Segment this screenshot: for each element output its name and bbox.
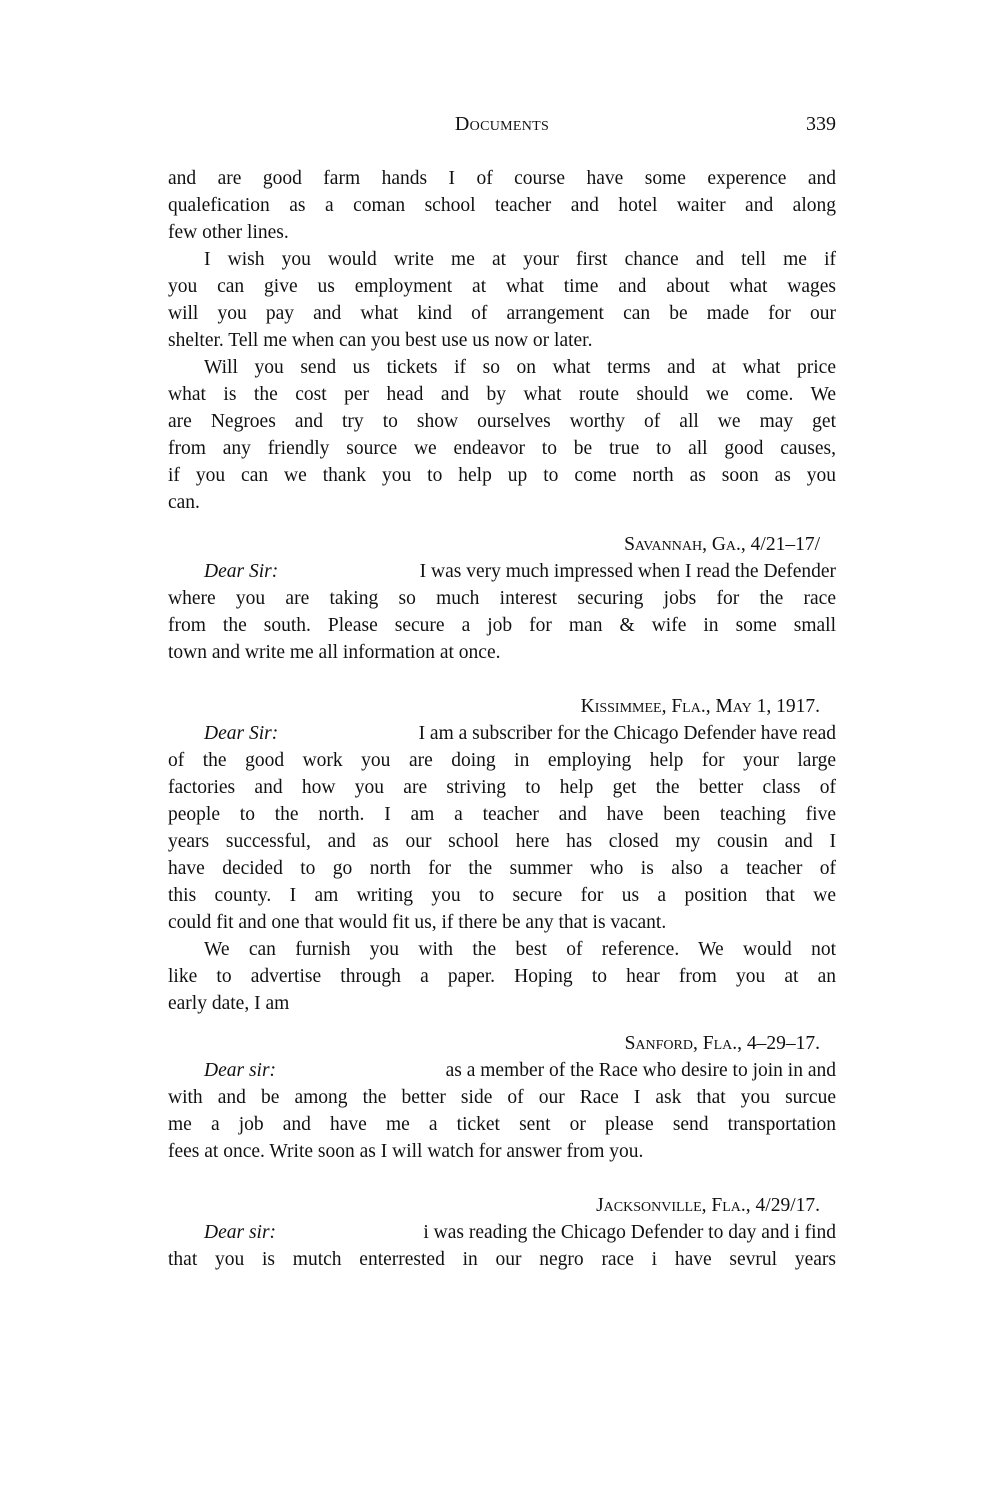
running-head: [168, 113, 836, 141]
text-line: few other lines.: [168, 222, 289, 243]
text-line: factories and how you are striving to help get the better class of: [168, 777, 836, 798]
letter-place-date: Jacksonville, Fla., 4/29/17.: [596, 1195, 820, 1216]
letter-first-line: [168, 1057, 836, 1084]
text-line: you can give us employment at what time and about what wages: [168, 276, 836, 297]
text-line: me a job and have me a ticket sent or please send transportation: [168, 1114, 836, 1135]
text-line: I was very much impressed when I read the Defender: [419, 561, 836, 582]
letter-place-date: Savannah, Ga., 4/21–17/: [624, 534, 820, 555]
text-line: that you is mutch enterrested in our negro race i have sevrul years: [168, 1249, 836, 1270]
text-line: qualefication as a coman school teacher and hotel waiter and along: [168, 195, 836, 216]
text-line: have decided to go north for the summer who is also a teacher of: [168, 858, 836, 879]
page-number: 339: [806, 113, 836, 135]
text-line: early date, I am: [168, 993, 290, 1014]
running-title: Documents: [454, 113, 550, 135]
page-body: [168, 165, 836, 1273]
letter-first-line: [168, 558, 836, 585]
text-line: and are good farm hands I of course have some experence and: [168, 168, 836, 189]
text-line: as a member of the Race who desire to join in and: [445, 1060, 836, 1081]
text-line: people to the north. I am a teacher and have been teaching five: [168, 804, 836, 825]
text-line: i was reading the Chicago Defender to day and i find: [423, 1222, 836, 1243]
text-line: fees at once. Write soon as I will watch for answer from you.: [168, 1141, 644, 1162]
text-line: I wish you would write me at your first chance and tell me if: [204, 249, 836, 270]
text-line: this county. I am writing you to secure for us a position that we: [168, 885, 836, 906]
text-line: can.: [168, 492, 200, 513]
text-line: are Negroes and try to show ourselves worthy of all we may get: [168, 411, 836, 432]
letter-first-line: [168, 720, 836, 747]
text-line: of the good work you are doing in employing help for your large: [168, 750, 836, 771]
text-line: will you pay and what kind of arrangement can be made for our: [168, 303, 836, 324]
letter-first-line: [168, 1219, 836, 1246]
text-line: where you are taking so much interest securing jobs for the race: [168, 588, 836, 609]
text-line: from the south. Please secure a job for man & wife in some small: [168, 615, 836, 636]
text-line: from any friendly source we endeavor to be true to all good causes,: [168, 438, 836, 459]
letter-place-date: Kissimmee, Fla., May 1, 1917.: [580, 696, 820, 717]
text-line: years successful, and as our school here has closed my cousin and I: [168, 831, 836, 852]
text-line: could fit and one that would fit us, if there be any that is vacant.: [168, 912, 667, 933]
text-line: I am a subscriber for the Chicago Defender have read: [418, 723, 836, 744]
text-line: like to advertise through a paper. Hoping to hear from you at an: [168, 966, 836, 987]
salutation: Dear Sir:: [204, 723, 279, 744]
text-line: with and be among the better side of our Race I ask that you surcue: [168, 1087, 836, 1108]
text-line: town and write me all information at once.: [168, 642, 501, 663]
text-line: if you can we thank you to help up to come north as soon as you: [168, 465, 836, 486]
text-line: Will you send us tickets if so on what terms and at what price: [204, 357, 836, 378]
salutation: Dear sir:: [204, 1222, 277, 1243]
salutation: Dear Sir:: [204, 561, 279, 582]
text-line: shelter. Tell me when can you best use us now or later.: [168, 330, 593, 351]
text-line: We can furnish you with the best of reference. We would not: [204, 939, 836, 960]
text-line: what is the cost per head and by what route should we come. We: [168, 384, 836, 405]
letter-place-date: Sanford, Fla., 4–29–17.: [624, 1033, 820, 1054]
salutation: Dear sir:: [204, 1060, 277, 1081]
